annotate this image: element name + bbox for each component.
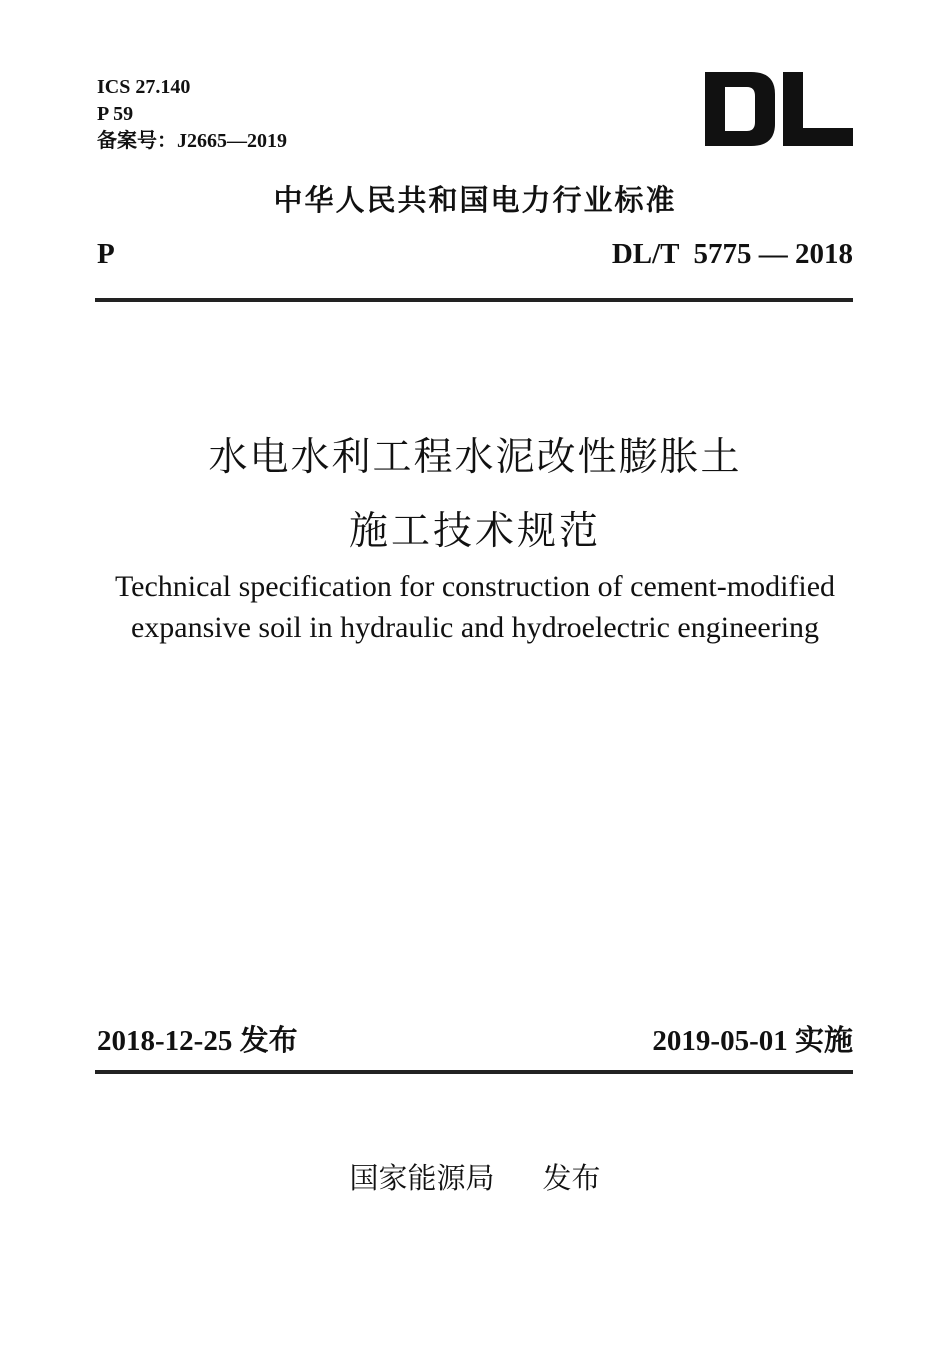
title-chinese-line-2: 施工技术规范 bbox=[348, 509, 601, 554]
classification-code: P 59 bbox=[97, 103, 134, 125]
dl-logo bbox=[705, 72, 853, 146]
filing-number: 备案号：J2665—2019 bbox=[97, 130, 287, 152]
ics-code: ICS 27.140 bbox=[97, 76, 191, 98]
standard-number: DL/T 5775 — 2018 bbox=[611, 238, 853, 270]
effective-date: 2019-05-01 实施 bbox=[652, 1025, 853, 1057]
divider-bottom bbox=[95, 1070, 853, 1074]
issuer-title: 中华人民共和国电力行业标准 bbox=[273, 183, 677, 217]
title-english-line-2: expansive soil in hydraulic and hydroelectric engineering bbox=[130, 611, 820, 644]
publisher-action: 发布 bbox=[542, 1161, 601, 1195]
publisher-name: 国家能源局 bbox=[349, 1161, 495, 1195]
header-meta bbox=[97, 74, 287, 155]
issue-date: 2018-12-25 发布 bbox=[97, 1025, 298, 1057]
title-chinese-line-1: 水电水利工程水泥改性膨胀土 bbox=[208, 435, 742, 480]
classification-letter: P bbox=[97, 238, 115, 270]
title-english-line-1: Technical specification for construction of cement-modified bbox=[114, 570, 836, 603]
divider-top bbox=[95, 298, 853, 302]
publisher-line bbox=[0, 1156, 950, 1197]
